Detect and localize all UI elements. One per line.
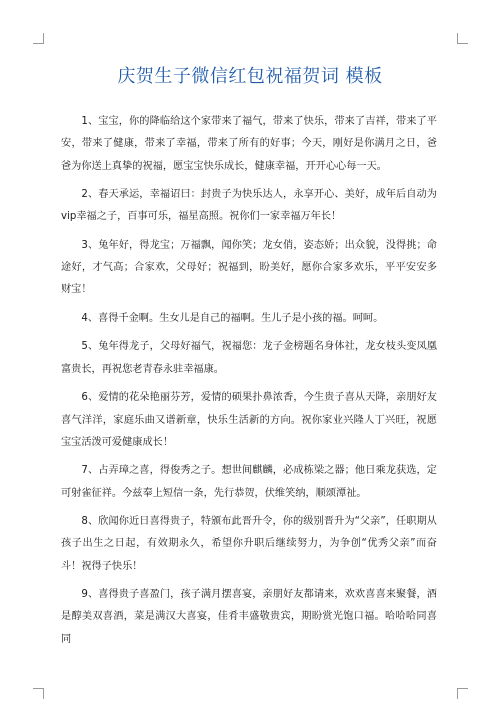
paragraph-3: 3、兔年好，得龙宝；万福飘，闻你笑；龙女俏，姿态娇；出众貌，没得挑；命途好，才气高；合家欢，父母好；祝福到，盼美好，愿你合家多欢乐，平平安安多财宝！	[61, 239, 437, 296]
paragraph-5: 5、兔年得龙子，父母好福气，祝福您：龙子金榜题名身体社，龙女枝头变凤凰富贵长，再祝您老青春永驻幸福康。	[61, 341, 437, 375]
paragraph-8: 8、欣闻你近日喜得贵子，特颁布此晋升令，你的级别晋升为“父亲”，任职期从孩子出生之日起，有效期永久，希望你升职后继续努力，为争创“优秀父亲”而奋斗！祝得子快乐！	[61, 516, 437, 572]
crop-mark-bottom-right	[457, 688, 468, 699]
paragraph-4: 4、喜得千金啊。生女儿是自己的福啊。生儿子是小孩的福。呵呵。	[81, 312, 384, 324]
paragraph-7: 7、占弄璋之喜，得俊秀之子。想世间麒麟，必成栋梁之器；他日乘龙获选，定可射雀征祥。今兹奉上短信一条，先行恭贺，伏维笑纳，顺颂潭祉。	[61, 465, 437, 499]
crop-mark-top-right	[457, 33, 468, 44]
document-title: 庆贺生子微信红包祝福贺词 模板	[117, 66, 383, 87]
paragraph-1: 1、宝宝，你的降临给这个家带来了福气，带来了快乐，带来了吉祥，带来了平安，带来了健康，带来了幸福，带来了所有的好事；今天，刚好是你满月之日，爸爸为你送上真挚的祝福，愿宝宝快乐成长，健康幸福，开开心心每一天。	[61, 116, 437, 172]
paragraph-6: 6、爱情的花朵艳丽芬芳，爱情的硕果扑鼻浓香，今生贵子喜从天降，亲朋好友喜气洋洋，家庭乐曲又谱新章，快乐生活新的方向。祝你家业兴隆人丁兴旺，祝愿宝宝活泼可爱健康成长！	[61, 392, 437, 448]
crop-mark-top-left	[33, 33, 44, 44]
crop-mark-bottom-left	[33, 688, 44, 699]
paragraph-9: 9、喜得贵子喜盈门，孩子满月摆喜宴，亲朋好友都请来，欢欢喜喜来聚餐，酒是醇美双喜酒，菜是满汉大喜宴，佳肴丰盛敬贵宾，期盼赏光饱口福。哈哈哈同喜同	[61, 589, 437, 645]
paragraph-2: 2、春天承运，幸福诏曰：封贵子为快乐达人，永享开心、美好，成年后自动为vip幸福之子，百事可乐，福星高照。祝你们一家幸福万年长！	[61, 189, 437, 223]
document-body	[61, 111, 437, 657]
